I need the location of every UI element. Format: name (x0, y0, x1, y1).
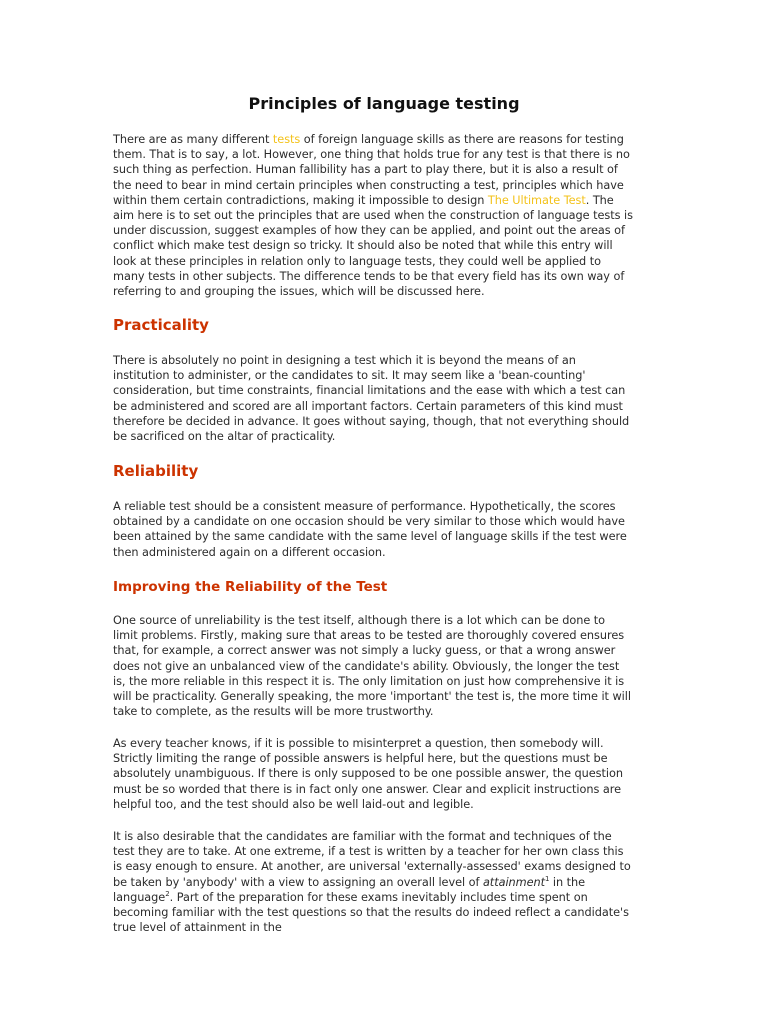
intro-text-1: There are as many different (113, 133, 273, 146)
footnote-ref-1[interactable]: 1 (544, 874, 550, 883)
practicality-paragraph: There is absolutely no point in designing a test which it is beyond the means of an institution to administer, or the candidates to sit. It may seem like a 'bean-counting' consideration, but time constraints, financial limitations and the ease with which a test can be administered and scored are all important factors. Certain parameters of this kind must therefore be decided in advance. It goes without saying, though, that not everything should be sacrificed on the altar of practicality. (113, 354, 630, 444)
practicality-section (113, 353, 633, 444)
improving-section-3 (113, 829, 633, 935)
improving-paragraph-3 (113, 829, 633, 935)
improving-paragraph-2: As every teacher knows, if it is possible to misinterpret a question, then somebody will. Strictly limiting the range of possible answers is helpful here, but the questions must be absolutely unambiguous. If there is only supposed to be one possible answer, the question must be so worded that there is in fact only one answer. Clear and explicit instructions are helpful too, and the test should also be well laid-out and legible. (113, 737, 623, 811)
para3-text-b: in the language (113, 875, 586, 904)
para3-text-a: It is also desirable that the candidates are familiar with the format and techniques of the test they are to take. At one extreme, if a test is written by a teacher for her own class this is easy enough to ensure. At another, are universal 'externally-assessed' exams designed to be taken by 'anybody' with a view to assigning an overall level of (113, 830, 631, 889)
improving-paragraph-1: One source of unreliability is the test itself, although there is a lot which can be done to limit problems. Firstly, making sure that areas to be tested are thoroughly covered ensures that, for example, a correct answer was not simply a lucky guess, or that a wrong answer does not give an unbalanced view of the candidate's ability. Obviously, the longer the test is, the more reliable in this respect it is. The only limitation on just how comprehensive it is will be practicality. Generally speaking, the more 'important' the test is, the more time it will take to complete, as the results will be more trustworthy. (113, 614, 631, 719)
intro-section (113, 132, 633, 299)
tests-link[interactable]: tests (272, 133, 301, 146)
intro-text-3: . The aim here is to set out the principles that are used when the construction of language tests is under discussion, suggest examples of how they can be applied, and point out the areas of conflict which make test design so tricky. It should also be noted that while this entry will look at these principles in relation only to language tests, they could well be applied to many tests in other subjects. The difference tends to be that every field has its own way of referring to and grouping the issues, which will be discussed here. (113, 193, 633, 299)
improving-section-1 (113, 613, 633, 719)
heading-reliability: Reliability (113, 462, 199, 480)
footnote-ref-2[interactable]: 2 (165, 890, 170, 899)
heading-practicality: Practicality (113, 316, 209, 334)
attainment-term: attainment (482, 875, 545, 889)
ultimate-test-link[interactable]: The Ultimate Test (487, 193, 586, 207)
page-title: Principles of language testing (248, 94, 520, 113)
intro-paragraph (113, 132, 633, 299)
improving-section-2 (113, 736, 633, 812)
reliability-paragraph: A reliable test should be a consistent measure of performance. Hypothetically, the scores obtained by a candidate on one occasion should be very similar to those which would have been attained by the same candidate with the same level of language skills if the test were then administered again on a different occasion. (113, 500, 627, 559)
heading-improving-reliability: Improving the Reliability of the Test (113, 579, 388, 595)
reliability-section (113, 499, 633, 560)
para3-text-c: . Part of the preparation for these exams inevitably includes time spent on becoming familiar with the test questions so that the results do indeed reflect a candidate's true level of attainment in the (113, 890, 629, 935)
intro-text-2: of foreign language skills as there are reasons for testing them. That is to say, a lot. However, one thing that holds true for any test is that there is no such thing as perfection. Human fallibility has a part to play there, but it is also a result of the need to bear in mind certain principles when constructing a test, principles which have within them certain contradictions, making it impossible to design (113, 133, 630, 207)
